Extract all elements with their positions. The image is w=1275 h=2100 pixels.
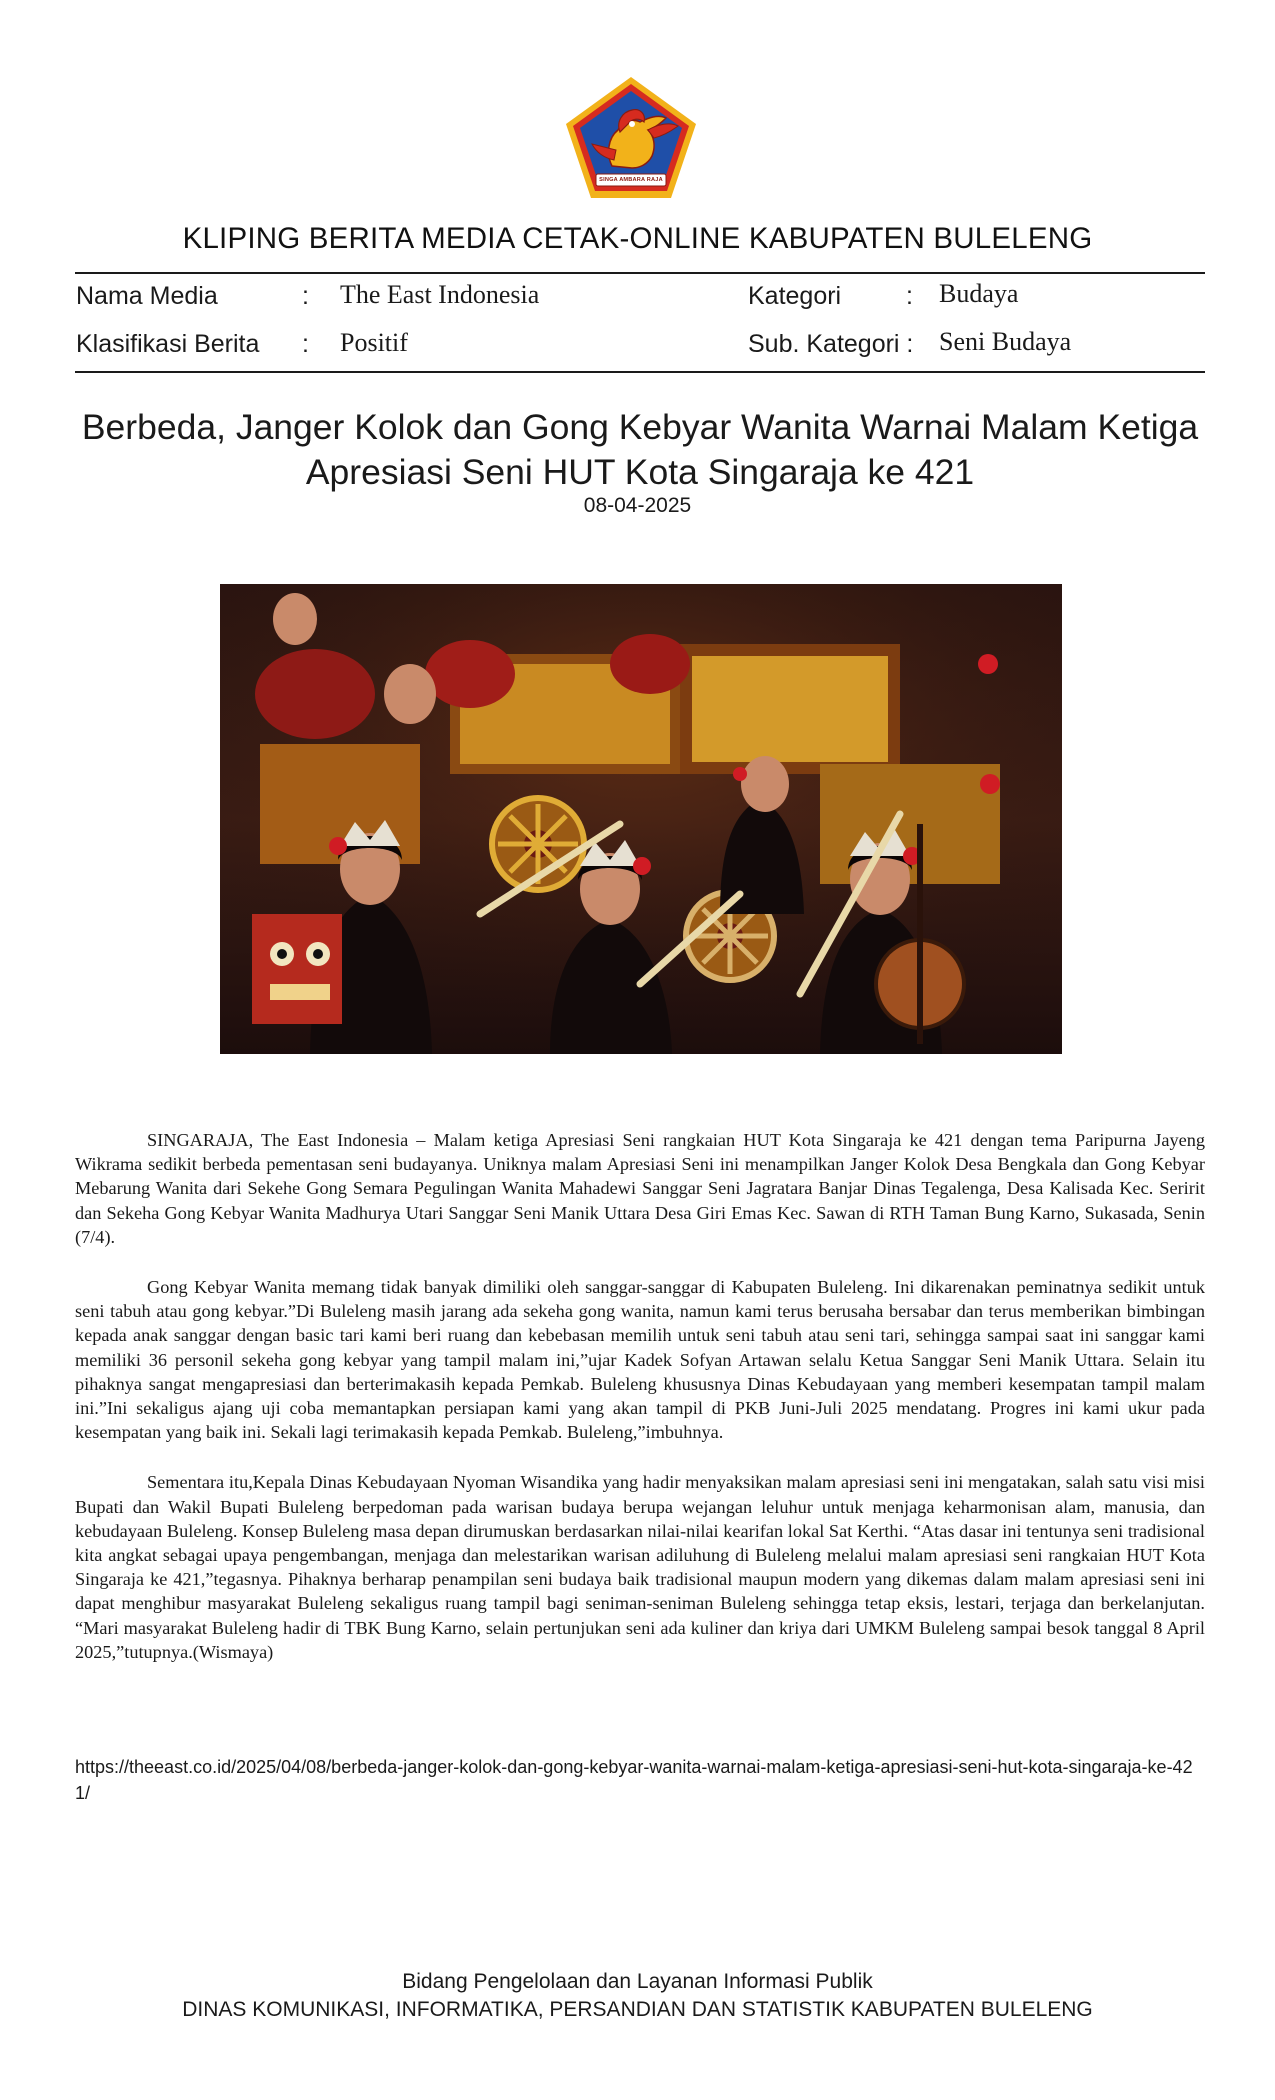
emblem-motto: SINGA AMBARA RAJA (599, 177, 663, 183)
article-photo (220, 584, 1062, 1054)
article-headline: Berbeda, Janger Kolok dan Gong Kebyar Wanita Warnai Malam Ketiga Apresiasi Seni HUT Kota Singaraja ke 421 (81, 407, 1199, 492)
header-divider-top (75, 272, 1205, 274)
category-label: Kategori (748, 282, 842, 310)
classification-label: Klasifikasi Berita (76, 330, 260, 358)
article-paragraph-1: SINGARAJA, The East Indonesia – Malam ketiga Apresiasi Seni rangkaian HUT Kota Singaraja ke 421 dengan tema Paripurna Jayeng Wikrama sedikit berbeda pementasan seni budayanya. Uniknya malam Apresiasi Seni ini menampilkan Janger Kolok Desa Bengkala dan Gong Kebyar Mebarung Wanita dari Sekehe Gong Semara Pegulingan Wanita Mahadewi Sanggar Seni Jagratara Banjar Dinas Tegalenga, Desa Kalisada Kec. Seririt dan Sekeha Gong Kebyar Wanita Madhurya Utari Sanggar Seni Manik Uttara Desa Giri Emas Kec. Sawan di RTH Taman Bung Karno, Sukasada, Senin (7/4). (75, 1130, 1205, 1247)
buleleng-emblem-logo (562, 74, 700, 202)
category-value: Budaya (939, 279, 1019, 308)
media-name-label: Nama Media (76, 282, 218, 310)
classification-colon: : (302, 330, 309, 358)
article-body (75, 1128, 1205, 1690)
footer-department: Bidang Pengelolaan dan Layanan Informasi Publik (402, 1970, 873, 1993)
gamelan-performers-photo (220, 584, 1062, 1054)
article-paragraph-3: Sementara itu,Kepala Dinas Kebudayaan Nyoman Wisandika yang hadir menyaksikan malam apresiasi seni ini mengatakan, salah satu visi misi Bupati dan Wakil Bupati Buleleng berpedoman pada warisan budaya berupa wejangan leluhur untuk menjaga keharmonisan alam, manusia, dan kebudayaan Buleleng. Konsep Buleleng masa depan dirumuskan berdasarkan nilai-nilai kearifan lokal Sat Kerthi. “Atas dasar ini tentunya seni tradisional kita angkat sebagai upaya pengembangan, menjaga dan melestarikan warisan adiluhung di Buleleng melalui malam apresiasi seni rangkaian HUT Kota Singaraja ke 421,”tegasnya. Pihaknya berharap penampilan seni budaya baik tradisional maupun modern yang dikemas dalam malam apresiasi seni ini dapat menghibur masyarakat Buleleng sekaligus ruang tampil bagi seniman-seniman Buleleng sehingga tetap eksis, lestari, terjaga dan berkelanjutan. “Mari masyarakat Buleleng hadir di TBK Bung Karno, selain pertunjukan seni ada kuliner dan kriya dari UMKM Buleleng sampai besok tanggal 8 April 2025,”tutupnya.(Wismaya) (75, 1472, 1205, 1662)
classification-value: Positif (340, 328, 408, 357)
subcategory-label: Sub. Kategori : (748, 330, 914, 358)
subcategory-value: Seni Budaya (939, 327, 1072, 356)
category-colon: : (906, 282, 913, 310)
article-date: 08-04-2025 (583, 494, 692, 517)
media-name-colon: : (302, 282, 309, 310)
clipping-header-title: KLIPING BERITA MEDIA CETAK-ONLINE KABUPATEN BULELENG (182, 222, 1093, 255)
footer-agency: DINAS KOMUNIKASI, INFORMATIKA, PERSANDIAN DAN STATISTIK KABUPATEN BULELENG (182, 1998, 1093, 2021)
article-paragraph-2: Gong Kebyar Wanita memang tidak banyak dimiliki oleh sanggar-sanggar di Kabupaten Buleleng. Ini dikarenakan peminatnya sedikit untuk seni tabuh atau gong kebyar.”Di Buleleng masih jarang ada sekeha gong wanita, namun kami terus berusaha bersabar dan terus memberikan bimbingan kepada anak sanggar dengan basic tari kami beri ruang dan kebebasan memilih untuk seni tabuh atau seni tari, sehingga sampai saat ini sanggar kami memiliki 36 personil sekeha gong kebyar yang tampil malam ini,”ujar Kadek Sofyan Artawan selalu Ketua Sanggar Seni Manik Uttara. Selain itu pihaknya sangat mengapresiasi dan berterimakasih kepada Pemkab. Buleleng khususnya Dinas Kebudayaan yang memberi kesempatan tampil malam ini.”Ini sekaligus ajang uji coba memantapkan persiapan kami yang akan tampil di PKB Juni-Juli 2025 mendatang. Progres ini kami ukur pada kesempatan yang baik ini. Sekali lagi terimakasih kepada Pemkab. Buleleng,”imbuhnya. (75, 1277, 1205, 1443)
media-name-value: The East Indonesia (340, 280, 540, 309)
source-url-link[interactable]: https://theeast.co.id/2025/04/08/berbeda-janger-kolok-dan-gong-kebyar-wanita-warnai-malam-ketiga-apresiasi-seni-hut-kota-singaraja-ke-421/ (75, 1757, 1193, 1803)
header-divider-bottom (75, 371, 1205, 373)
